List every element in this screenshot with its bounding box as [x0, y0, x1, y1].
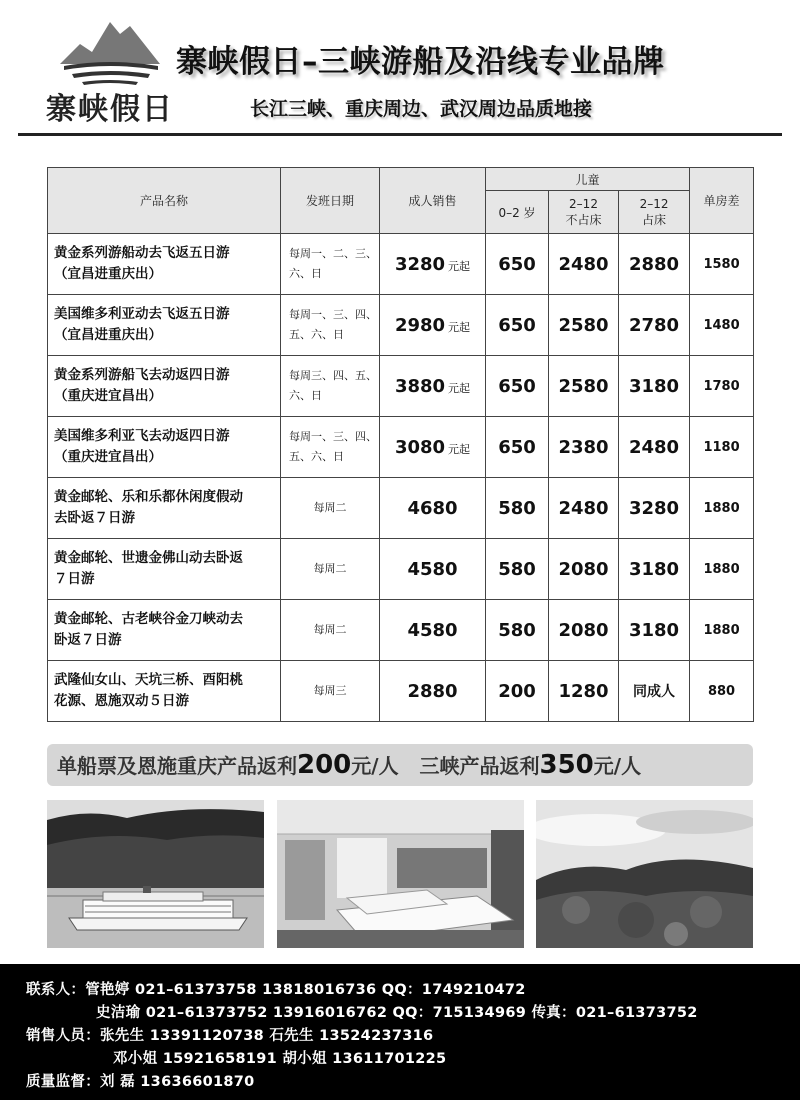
adult-price: 3280 元起: [380, 234, 486, 295]
product-name: 黄金邮轮、乐和乐都休闲度假动 去卧返７日游: [48, 478, 281, 539]
child-bed-price: 3280: [619, 478, 690, 539]
rebate-amount-2: 350: [539, 750, 594, 780]
departure-date: 每周三: [281, 661, 380, 722]
adult-price: 4580: [380, 600, 486, 661]
product-name: 美国维多利亚动去飞返五日游 （宜昌进重庆出）: [48, 295, 281, 356]
infant-price: 650: [486, 234, 549, 295]
product-name: 黄金邮轮、古老峡谷金刀峡动去 卧返７日游: [48, 600, 281, 661]
rebate-unit-1: 元/人: [351, 754, 399, 778]
price-table: [47, 167, 754, 722]
table-row: [48, 478, 754, 539]
subline: 长江三峡、重庆周边、武汉周边品质地接: [250, 98, 593, 120]
table-row: [48, 417, 754, 478]
adult-price: 4680: [380, 478, 486, 539]
logo-text: 寨峡假日: [46, 92, 174, 127]
child-bed-price: 同成人: [619, 661, 690, 722]
infant-price: 580: [486, 539, 549, 600]
child-no-bed-price: 2080: [549, 539, 619, 600]
mountain-logo-icon: [58, 14, 162, 86]
table-row: [48, 295, 754, 356]
cruise-ship-photo: [47, 800, 264, 948]
child-bed-price: 3180: [619, 356, 690, 417]
infant-price: 580: [486, 478, 549, 539]
adult-price: 4580: [380, 539, 486, 600]
single-supplement: 1880: [690, 539, 754, 600]
infant-price: 650: [486, 356, 549, 417]
header-adult-price: 成人销售: [380, 168, 486, 234]
rebate-unit-2: 元/人: [593, 754, 642, 778]
header-departure-date: 发班日期: [281, 168, 380, 234]
infant-price: 650: [486, 295, 549, 356]
rebate-banner: [47, 744, 753, 786]
quality-line: 质量监督：刘 磊 13636601870: [26, 1074, 255, 1090]
sales-line-1: 销售人员：张先生 13391120738 石先生 13524237316: [26, 1028, 434, 1044]
header-child-no-bed: 2–12 不占床: [549, 191, 619, 234]
child-no-bed-price: 2380: [549, 417, 619, 478]
single-supplement: 1880: [690, 600, 754, 661]
product-name: 武隆仙女山、天坑三桥、酉阳桃 花源、恩施双动５日游: [48, 661, 281, 722]
child-bed-price: 3180: [619, 600, 690, 661]
child-bed-price: 3180: [619, 539, 690, 600]
adult-price: 2880: [380, 661, 486, 722]
single-supplement: 1880: [690, 478, 754, 539]
contact-line-2: 史洁瑜 021–61373752 13916016762 QQ：715134969 传真：021–61373752: [96, 1005, 698, 1021]
single-supplement: 1780: [690, 356, 754, 417]
rebate-amount-1: 200: [297, 750, 352, 780]
mountain-photo: [536, 800, 753, 948]
header-product-name: 产品名称: [48, 168, 281, 234]
child-no-bed-price: 2480: [549, 478, 619, 539]
infant-price: 650: [486, 417, 549, 478]
product-name: 黄金邮轮、世遗金佛山动去卧返 ７日游: [48, 539, 281, 600]
child-no-bed-price: 1280: [549, 661, 619, 722]
header-child-0-2: 0–2 岁: [486, 191, 549, 234]
header-single-supplement: 单房差: [690, 168, 754, 234]
rebate-text-2: 三峡产品返利: [419, 754, 540, 778]
departure-date: 每周二: [281, 600, 380, 661]
product-name: 美国维多利亚飞去动返四日游 （重庆进宜昌出）: [48, 417, 281, 478]
table-row: [48, 234, 754, 295]
infant-price: 200: [486, 661, 549, 722]
departure-date: 每周二: [281, 478, 380, 539]
hotel-room-photo: [277, 800, 524, 948]
departure-date: 每周一、二、三、 六、日: [281, 234, 380, 295]
adult-price: 2980 元起: [380, 295, 486, 356]
table-row: [48, 600, 754, 661]
sales-line-2: 邓小姐 15921658191 胡小姐 13611701225: [113, 1051, 447, 1067]
product-name: 黄金系列游船飞去动返四日游 （重庆进宜昌出）: [48, 356, 281, 417]
child-no-bed-price: 2480: [549, 234, 619, 295]
contact-line-1: 联系人：管艳婷 021–61373758 13818016736 QQ：1749210472: [26, 982, 526, 998]
single-supplement: 1480: [690, 295, 754, 356]
rebate-text-1: 单船票及恩施重庆产品返利: [57, 754, 297, 778]
child-no-bed-price: 2580: [549, 356, 619, 417]
adult-price: 3080 元起: [380, 417, 486, 478]
table-row: [48, 661, 754, 722]
adult-price: 3880 元起: [380, 356, 486, 417]
single-supplement: 1180: [690, 417, 754, 478]
header-child: 儿童: [486, 168, 690, 191]
child-no-bed-price: 2580: [549, 295, 619, 356]
departure-date: 每周一、三、四、 五、六、日: [281, 295, 380, 356]
infant-price: 580: [486, 600, 549, 661]
departure-date: 每周一、三、四、 五、六、日: [281, 417, 380, 478]
single-supplement: 880: [690, 661, 754, 722]
child-bed-price: 2480: [619, 417, 690, 478]
departure-date: 每周二: [281, 539, 380, 600]
header-child-bed: 2–12 占床: [619, 191, 690, 234]
child-bed-price: 2880: [619, 234, 690, 295]
table-row: [48, 356, 754, 417]
child-no-bed-price: 2080: [549, 600, 619, 661]
header-divider: [18, 133, 782, 136]
departure-date: 每周三、四、五、 六、日: [281, 356, 380, 417]
single-supplement: 1580: [690, 234, 754, 295]
child-bed-price: 2780: [619, 295, 690, 356]
table-row: [48, 539, 754, 600]
product-name: 黄金系列游船动去飞返五日游 （宜昌进重庆出）: [48, 234, 281, 295]
contact-footer: [0, 964, 800, 1100]
headline: 寨峡假日–三峡游船及沿线专业品牌: [176, 44, 665, 80]
logo: [40, 10, 180, 127]
